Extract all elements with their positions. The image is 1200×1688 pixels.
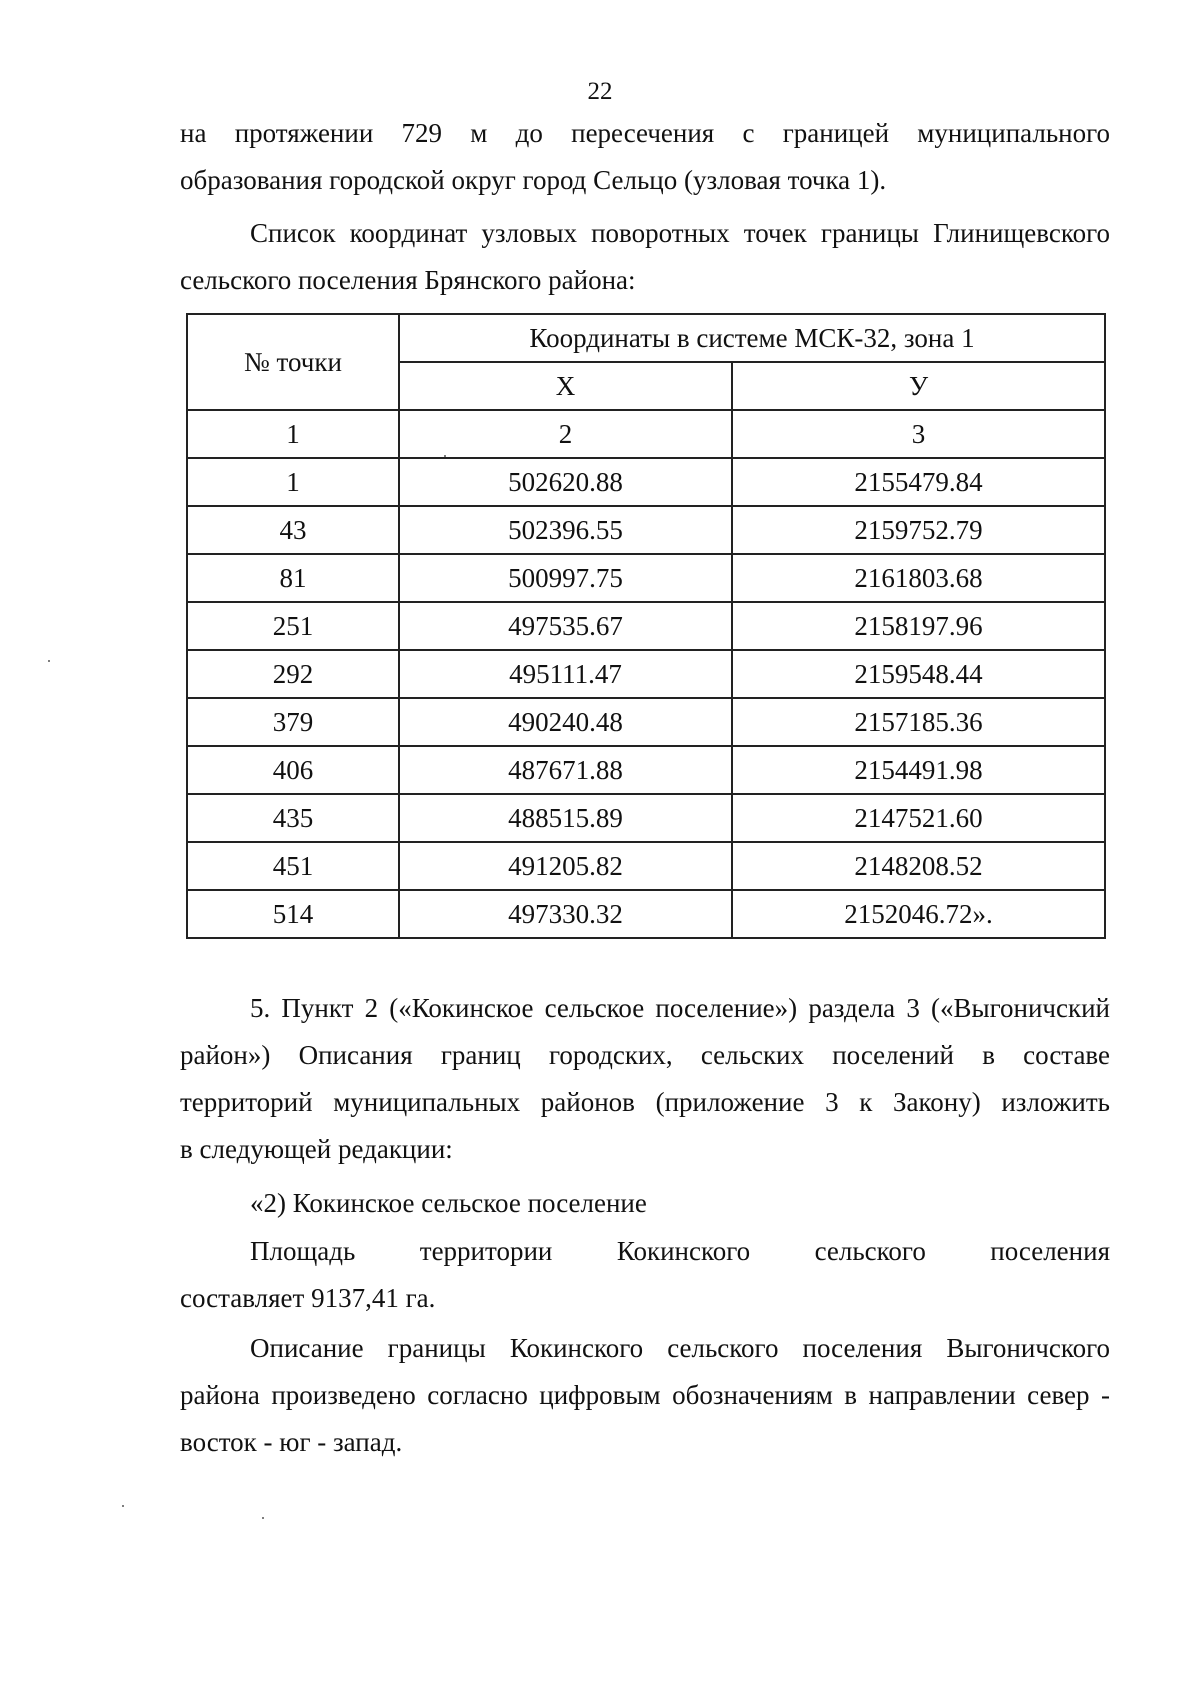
area-paragraph (180, 1228, 1110, 1322)
table-row (187, 650, 1105, 698)
table-row (187, 794, 1105, 842)
y-cell: 2158197.96 (732, 602, 1105, 650)
description-line-2: района произведено согласно цифровым обозначениям в направлении север - (180, 1380, 1110, 1410)
table-row (187, 698, 1105, 746)
column-number: 2 (399, 410, 732, 458)
point-cell: 514 (187, 890, 399, 938)
description-paragraph (180, 1325, 1110, 1466)
point-cell: 435 (187, 794, 399, 842)
y-cell: 2154491.98 (732, 746, 1105, 794)
x-cell: 495111.47 (399, 650, 732, 698)
x-cell: 502396.55 (399, 506, 732, 554)
item-5-line-1: 5. Пункт 2 («Кокинское сельское поселение») раздела 3 («Выгоничский (250, 993, 1110, 1023)
scan-speck (262, 1517, 264, 1519)
item-5-line-4: в следующей редакции: (180, 1134, 453, 1164)
table-row (187, 554, 1105, 602)
header-point: № точки (187, 314, 399, 410)
header-system: Координаты в системе МСК-32, зона 1 (399, 314, 1105, 362)
list-title-line-2: сельского поселения Брянского района: (180, 265, 636, 295)
column-number-row (187, 410, 1105, 458)
scan-speck (122, 1505, 124, 1507)
point-cell: 251 (187, 602, 399, 650)
x-cell: 497535.67 (399, 602, 732, 650)
subsection-title (180, 1180, 1110, 1227)
y-cell: 2157185.36 (732, 698, 1105, 746)
x-cell: 487671.88 (399, 746, 732, 794)
point-cell: 451 (187, 842, 399, 890)
scan-speck (444, 455, 446, 457)
y-cell: 2159752.79 (732, 506, 1105, 554)
x-cell: 497330.32 (399, 890, 732, 938)
item-5-line-3: территорий муниципальных районов (приложение 3 к Закону) изложить (180, 1087, 1110, 1117)
table-row (187, 890, 1105, 938)
area-line-1: Площадь территории Кокинского сельского поселения (250, 1236, 1110, 1266)
item-5-paragraph (180, 985, 1110, 1173)
x-cell: 500997.75 (399, 554, 732, 602)
column-number: 3 (732, 410, 1105, 458)
list-title-line-1: Список координат узловых поворотных точек границы Глинищевского (250, 218, 1110, 248)
point-cell: 379 (187, 698, 399, 746)
page-number: 22 (587, 78, 613, 105)
intro-line-2: образования городской округ город Сельцо (узловая точка 1). (180, 165, 887, 195)
point-cell: 1 (187, 458, 399, 506)
x-cell: 488515.89 (399, 794, 732, 842)
table-header-row (187, 314, 1105, 362)
point-cell: 406 (187, 746, 399, 794)
column-number: 1 (187, 410, 399, 458)
header-y: У (732, 362, 1105, 410)
y-cell: 2161803.68 (732, 554, 1105, 602)
coordinates-table (186, 313, 1106, 939)
table-row (187, 458, 1105, 506)
y-cell: 2155479.84 (732, 458, 1105, 506)
item-5-line-2: район») Описания границ городских, сельских поселений в составе (180, 1040, 1110, 1070)
header-x: X (399, 362, 732, 410)
x-cell: 491205.82 (399, 842, 732, 890)
y-cell: 2148208.52 (732, 842, 1105, 890)
point-cell: 81 (187, 554, 399, 602)
list-title-paragraph (180, 210, 1110, 304)
description-line-1: Описание границы Кокинского сельского поселения Выгоничского (250, 1333, 1110, 1363)
x-cell: 502620.88 (399, 458, 732, 506)
table-row (187, 746, 1105, 794)
intro-line-1: на протяжении 729 м до пересечения с границей муниципального (180, 118, 1110, 148)
y-cell: 2152046.72». (732, 890, 1105, 938)
table-row (187, 602, 1105, 650)
point-cell: 43 (187, 506, 399, 554)
x-cell: 490240.48 (399, 698, 732, 746)
table-row (187, 842, 1105, 890)
point-cell: 292 (187, 650, 399, 698)
description-line-3: восток - юг - запад. (180, 1427, 403, 1457)
y-cell: 2159548.44 (732, 650, 1105, 698)
intro-paragraph (180, 110, 1110, 204)
table-row (187, 506, 1105, 554)
scan-speck (48, 660, 50, 662)
y-cell: 2147521.60 (732, 794, 1105, 842)
subsection-title-text: «2) Кокинское сельское поселение (250, 1188, 647, 1218)
area-line-2: составляет 9137,41 га. (180, 1283, 436, 1313)
